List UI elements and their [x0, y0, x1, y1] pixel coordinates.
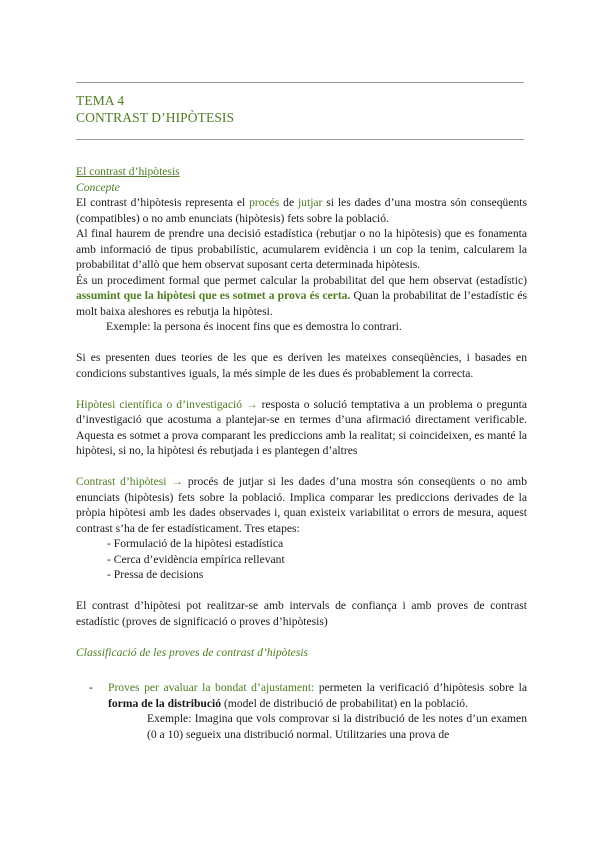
subsection-heading: Concepte — [76, 180, 120, 194]
stage-item: - Formulació de la hipòtesi estadística — [107, 537, 284, 550]
title-line-1: TEMA 4 — [76, 93, 125, 108]
paragraph-simplicity: Si es presenten dues teories de les que es deriven les mateixes conseqüències, i basades en condicions substantives iguals, la més simple de les dues és probablement la correcta. — [76, 351, 527, 380]
bullet-dash: - — [89, 681, 93, 694]
paragraph-decision: Al final haurem de prendre una decisió estadística (rebutjar o no la hipòtesis) que es fonamenta amb informació de tipus probabilístic, acumularem evidència i un cop la tenim, calcularem la probabilitat d’allò que hem observat suposant certa determinada hipòtesis. — [76, 227, 527, 271]
paragraph-definition: El contrast d’hipòtesis representa el procés de jutjar si les dades d’una mostra són conseqüents (compatibles) o no amb enunciats (hipòtesis) fets sobre la població. — [76, 196, 527, 225]
example-innocent: Exemple: la persona és inocent fins que es demostra lo contrari. — [106, 320, 402, 333]
top-rule — [76, 82, 524, 83]
paragraph-scientific-hypothesis: Hipòtesi científica o d’investigació → resposta o solució temptativa a un problema o pregunta d’investigació que acostuma a plantejar-se en termes d’una afirmació directament verificable. Aquesta es sotmet a prova comparant les prediccions amb la realitat; si coincideixen, es manté la hipòtesi, si no, la hipòtesi és rebutjada i es plantegen d’altres — [76, 397, 528, 457]
document-body — [76, 164, 527, 742]
example-exam-grades: Exemple: Imagina que vols comprovar si la distribució de les notes d’un examen (0 a 10) segueix una distribució normal. Utilitzaries una prova de — [147, 712, 527, 741]
term-goodness-of-fit: Proves per avaluar la bondat d’ajustament: — [108, 681, 315, 694]
section-heading: El contrast d’hipòtesis — [76, 165, 180, 178]
list-item-goodness-of-fit: - Proves per avaluar la bondat d’ajustament: permeten la verificació d’hipòtesis sobre la forma de la distribució (model de distribució de probabilitat) en la població. Exemple: Imagina que vols comprovar si la distribució de les notes d’un examen (0 a 10) segueix una distribució normal. Utilitzaries una prova de — [89, 681, 527, 741]
stage-item: - Cerca d’evidència empírica rellevant — [107, 552, 285, 566]
term-scientific-hypothesis: Hipòtesi científica o d’investigació — [76, 397, 242, 411]
classification-heading: Classificació de les proves de contrast d’hipòtesis — [76, 645, 309, 659]
paragraph-hypothesis-contrast: Contrast d’hipòtesi → procés de jutjar si les dades d’una mostra són conseqüents o no amb enunciats (hipòtesis) fets sobre la població. Implica comparar les prediccions derivades de la pròpia hipòtesi amb les dades observades i, quan existeix variabilitat o errors de mesura, aquest contrast s’ha de fer estadísticament. Tres etapes: — [76, 475, 527, 535]
paragraph-confidence-intervals: El contrast d’hipòtesi pot realitzar-se amb intervals de confiança i amb proves de contrast estadístic (proves de significació o proves d’hipòtesis) — [76, 599, 527, 628]
bottom-rule — [76, 139, 524, 140]
document-title — [76, 92, 234, 126]
paragraph-procedure: És un procediment formal que permet calcular la probabilitat del que hem observat (estadístic) assumint que la hipòtesi que es sotmet a prova és certa. Quan la probabilitat de l’estadístic és molt baixa aleshores es rebutja la hipòtesi. — [76, 273, 527, 318]
stages-list — [76, 536, 527, 583]
stage-item: - Pressa de decisions — [107, 568, 204, 581]
title-line-2: CONTRAST D’HIPÒTESIS — [76, 110, 235, 125]
term-hypothesis-contrast: Contrast d’hipòtesi — [76, 475, 167, 488]
